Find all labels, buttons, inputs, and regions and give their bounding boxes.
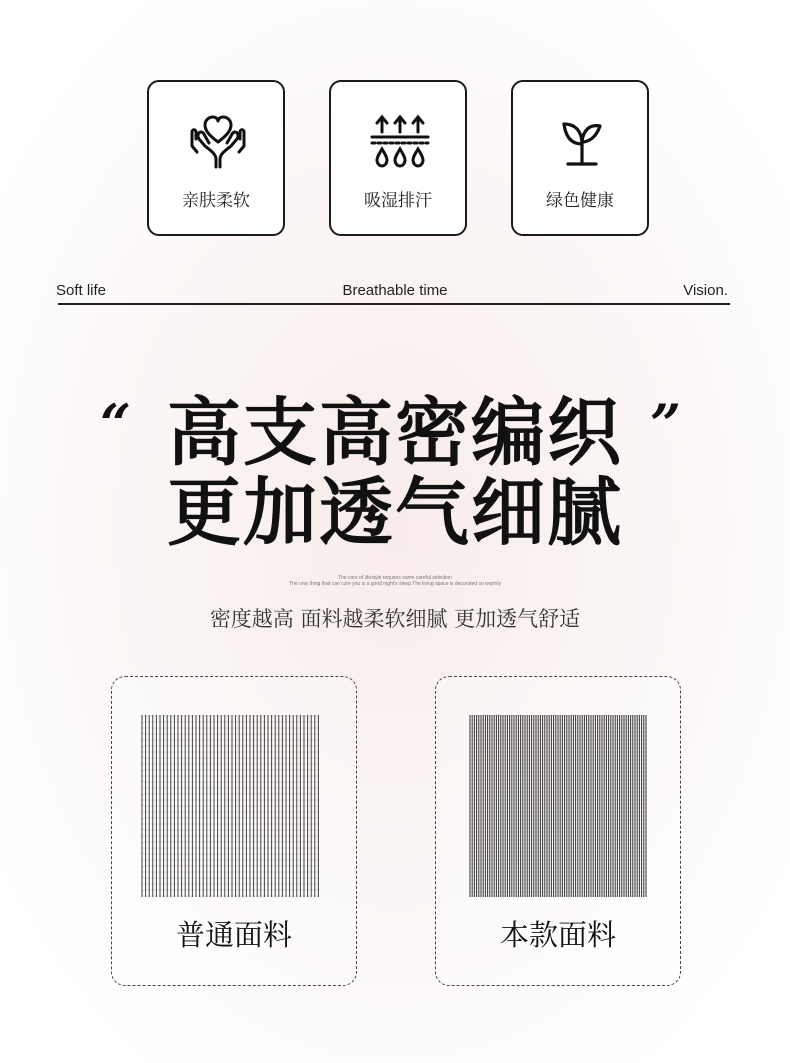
tagline-vision: Vision. <box>683 282 728 299</box>
tagline-soft-life: Soft life <box>56 282 107 299</box>
headline-line-1: 高支高密编织 <box>167 390 623 476</box>
feature-card-green-healthy <box>511 80 649 236</box>
english-caption-line-1: The core of lifestyle requires some careful selection <box>338 575 452 581</box>
feature-label: 亲肤柔软 <box>182 191 250 211</box>
moisture-wicking-icon <box>370 112 430 172</box>
feature-label: 吸湿排汗 <box>364 191 432 211</box>
sprout-icon <box>552 112 612 172</box>
tagline-breathable-time: Breathable time <box>342 282 448 299</box>
english-caption-line-2: The only thing that can cure you is a good night's sleep.The living space is decorated so warmly <box>289 581 501 587</box>
comparison-card-regular <box>111 676 357 986</box>
feature-card-skin-friendly <box>147 80 285 236</box>
comparison-label: 普通面料 <box>175 918 292 952</box>
comparison-label: 本款面料 <box>499 918 616 952</box>
feature-label: 绿色健康 <box>546 191 614 211</box>
fabric-dense-swatch <box>469 715 647 897</box>
close-quote: ” <box>650 392 682 456</box>
open-quote: “ <box>100 392 132 456</box>
comparison-card-this-product <box>435 676 681 986</box>
subtitle: 密度越高 面料越柔软细腻 更加透气舒适 <box>209 607 581 631</box>
heart-hands-icon <box>188 112 248 172</box>
fabric-sparse-swatch <box>141 715 319 897</box>
headline-line-2: 更加透气细腻 <box>167 470 623 556</box>
feature-card-moisture-wicking <box>329 80 467 236</box>
divider-line <box>58 303 730 305</box>
